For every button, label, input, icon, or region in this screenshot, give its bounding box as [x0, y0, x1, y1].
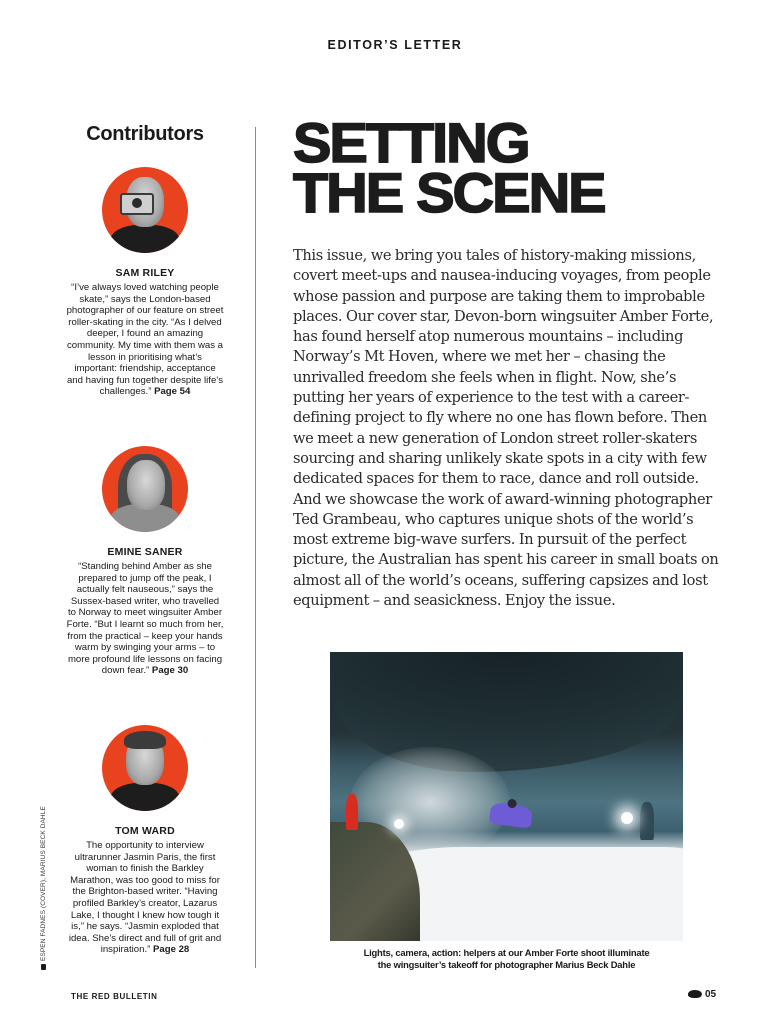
photo-caption-line-2: the wingsuiter’s takeoff for photographer Marius Beck Dahle — [377, 959, 636, 970]
wingsuit-takeoff-photo — [330, 652, 683, 941]
avatar-emine-saner — [102, 446, 188, 532]
photo-light-left — [394, 819, 404, 829]
photo-caption — [330, 947, 683, 971]
headline-line-2: THE SCENE — [293, 161, 605, 224]
contributor-sam-riley — [66, 167, 224, 398]
footer-brand: THE RED BULLETIN — [71, 992, 158, 1001]
bull-logo-icon — [687, 990, 703, 998]
contributor-name: SAM RILEY — [115, 267, 175, 279]
photo-caption-line-1: Lights, camera, action: helpers at our Amber Forte shoot illuminate — [363, 947, 650, 958]
headline-line-1: SETTING — [293, 111, 529, 174]
contributor-emine-saner — [66, 446, 224, 677]
page-number-text: 05 — [705, 989, 717, 1000]
photo-light-right — [621, 812, 633, 824]
photo-credit — [40, 806, 47, 970]
contributor-bio — [66, 561, 224, 677]
avatar-head — [127, 460, 165, 510]
camera-icon — [41, 964, 46, 970]
avatar-body — [110, 783, 180, 811]
contributor-name: EMINE SANER — [107, 546, 183, 558]
contributors-title: Contributors — [86, 123, 204, 145]
section-label: EDITOR’S LETTER — [327, 38, 463, 52]
avatar-tom-ward — [102, 725, 188, 811]
contributor-tom-ward — [66, 725, 224, 956]
contributor-name: TOM WARD — [115, 825, 175, 837]
avatar-body — [110, 225, 180, 253]
editor-letter-body: This issue, we bring you tales of history-making missions, covert meet-ups and nausea-inducing voyages, from people whose passion and purpose are taking them to improbable places. Our cover star, Devon-born wingsuiter Amber Forte, has found herself atop numerous mountains – including Norway’s Mt Hoven, where we met her – chasing the unrivalled freedom she feels when in flight. Now, she’s putting her years of experience to the test with a career-defining project to fly where no one has flown before. Then we meet a new generation of London street roller-skaters sourcing and sharing unlikely skate spots in a city with few dedicated spaces for them to race, dance and roll outside. And we showcase the work of award-winning photographer Ted Grambeau, who captures unique shots of the world’s most extreme big-wave surfers. In pursuit of the perfect picture, the Australian has spent his career in small boats on almost all of the world’s oceans, suffering capsizes and lost equipment – and seasickness. Enjoy the issue. — [293, 247, 719, 610]
contributor-page-ref: Page 30 — [151, 665, 189, 677]
photo-credit-text: ESPEN FADNES (COVER), MARIUS BECK DAHLE — [40, 806, 47, 961]
avatar-sam-riley — [102, 167, 188, 253]
contributor-page-ref: Page 54 — [154, 386, 191, 398]
contributor-bio-text: The opportunity to interview ultrarunner Jasmin Paris, the first woman to finish the Barkley Marathon, was too good to miss for the Brighton-based writer. “Having profiled Barkley’s creator, Lazarus Lake, I thought I knew how tough it is,” he says. “Jasmin exploded that idea. She’s direct and full of grit and inspiration.” — [68, 840, 222, 956]
contributor-bio-text: “I’ve always loved watching people skate,” says the London-based photographer of our feature on street roller-skating in the city. “As I delved deeper, I found an amazing community. My time with them was a lesson in prioritising what’s important: friendship, acceptance and having fun together despite life’s challenges.” — [66, 282, 224, 398]
camera-icon — [120, 193, 154, 215]
photo-helper-left — [346, 794, 358, 830]
photo-mountain — [330, 652, 683, 772]
contributor-page-ref: Page 28 — [152, 944, 190, 956]
contributor-bio-text: “Standing behind Amber as she prepared to jump off the peak, I actually felt nauseous,” says the Sussex-based writer, who travelled to Norway to meet wingsuiter Amber Forte. “But I learnt so much from her, from the practical – keep your hands warm by swinging your arms – to more profound life lessons on facing down fear.” — [66, 561, 224, 677]
contributor-bio — [66, 282, 224, 398]
avatar-hair — [124, 731, 166, 749]
column-divider — [255, 127, 256, 968]
page-number — [688, 989, 716, 1000]
headline — [293, 111, 605, 224]
contributor-bio — [66, 840, 224, 956]
photo-helper-right — [640, 802, 654, 840]
